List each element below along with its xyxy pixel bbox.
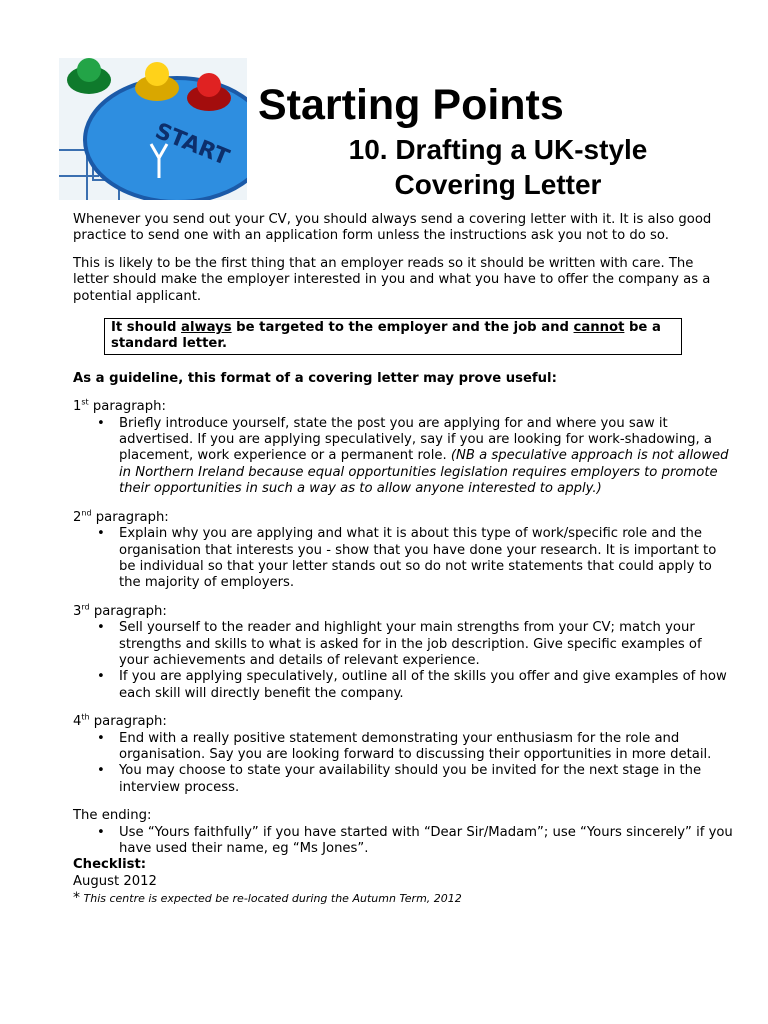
intro-paragraph-2: This is likely to be the first thing that an employer reads so it should be written with care. The letter should make the employer interested in you and what you have to offer the company as a potential applicant. [73, 255, 711, 304]
paragraph-2-heading: 2nd paragraph: [73, 508, 169, 525]
list-item: • Sell yourself to the reader and highlight your main strengths from your CV; match your strengths and skills to what is asked for in the job description. Give specific examples of your achievements and details of relevant experience. [119, 620, 733, 669]
box-text-3: be a standard letter. [111, 320, 661, 352]
box-text-2: be targeted to the employer and the job and [231, 320, 574, 336]
box-text-1: It should [111, 320, 182, 336]
list-item: • You may choose to state your availability should you be invited for the next stage in the interview process. [119, 763, 733, 796]
paragraph-2-list [73, 526, 733, 592]
highlight-box [104, 318, 682, 355]
checklist-heading: Checklist: [73, 857, 147, 873]
paragraph-4-list [73, 731, 733, 797]
paragraph-1-list [73, 416, 733, 498]
page-subtitle [268, 132, 728, 202]
nb-note: (NB a speculative approach is not allowed in Northern Ireland because equal opportunities legislation requires employers to promote their opportunities in such a way as to allow anyone interested to apply.) [119, 448, 729, 497]
box-cannot: cannot [573, 320, 625, 336]
footnote-star: * [73, 890, 80, 907]
footnote [73, 890, 733, 907]
paragraph-3-heading: 3rd paragraph: [73, 602, 167, 619]
list-item: • End with a really positive statement demonstrating your enthusiasm for the role and organisation. Say you are looking forward to discussing their opportunities in more detail. [119, 731, 733, 764]
list-item: • Briefly introduce yourself, state the post you are applying for and where you saw it advertised. If you are applying speculatively, say if you are looking for work-shadowing, a placement, work experience or a permanent role. (NB a speculative approach is not allowed in Northern Ireland because equal opportunities legislation requires employers to promote their opportunities in such a way as to allow anyone interested to apply.) [119, 416, 733, 498]
starting-points-logo [59, 58, 247, 200]
board-game-start-icon [59, 58, 247, 200]
guideline-heading: As a guideline, this format of a covering letter may prove useful: [73, 370, 557, 386]
ending-heading: The ending: [73, 808, 152, 824]
subtitle-line-1: 10. Drafting a UK-style [348, 134, 648, 165]
list-item: • Use “Yours faithfully” if you have started with “Dear Sir/Madam”; use “Yours sincerely” if you have used their name, eg “Ms Jones”. [119, 825, 733, 858]
ending-list [73, 825, 733, 858]
svg-text:START: START [151, 118, 233, 171]
list-item: • Explain why you are applying and what it is about this type of work/specific role and the organisation that interests you - show that you have done your research. It is important to be individual so that your letter stands out so do not write statements that could apply to the majority of employers. [119, 526, 733, 592]
list-item: • If you are applying speculatively, outline all of the skills you offer and give examples of how each skill will directly benefit the company. [119, 669, 733, 702]
box-always: always [181, 320, 232, 336]
page-title: Starting Points [258, 81, 564, 129]
paragraph-1-heading: 1st paragraph: [73, 397, 166, 415]
footnote-text: This centre is expected be re-located during the Autumn Term, 2012 [80, 892, 462, 906]
document-body [73, 212, 733, 908]
date-text: August 2012 [73, 873, 157, 889]
subtitle-line-2: Covering Letter [394, 169, 602, 200]
paragraph-4-heading: 4th paragraph: [73, 712, 167, 730]
paragraph-3-list [73, 620, 733, 702]
intro-paragraph-1: Whenever you send out your CV, you should always send a covering letter with it. It is also good practice to send one with an application form unless the instructions ask you not to do so. [73, 212, 712, 244]
